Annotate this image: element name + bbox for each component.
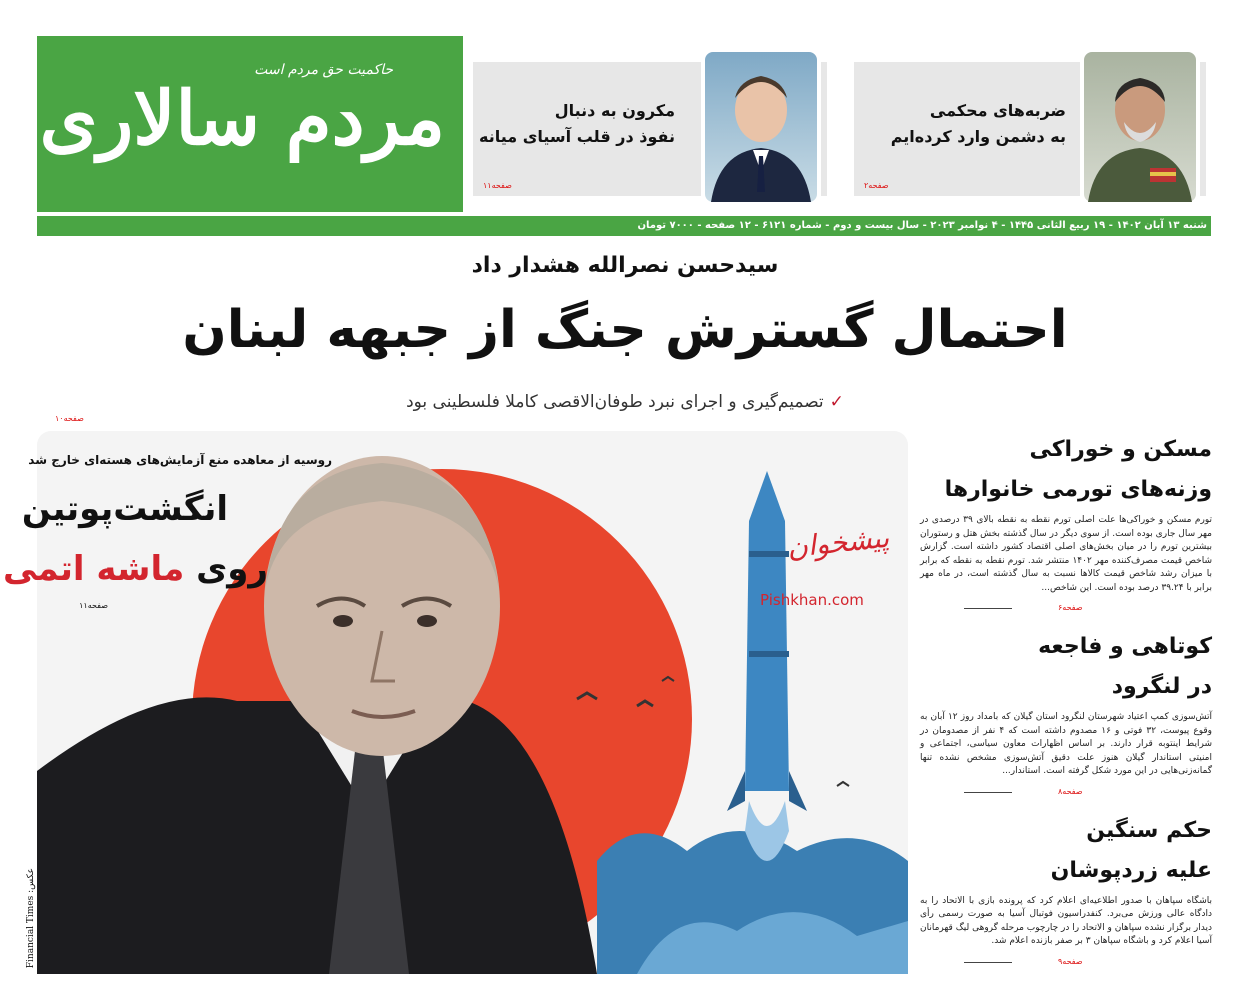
teaser-headline <box>891 98 1066 150</box>
teaser-line: ضربه‌های محکمی <box>929 101 1066 120</box>
story-title: وزنه‌های تورمی خانوارها <box>944 477 1212 502</box>
teaser-line: مکرون به دنبال <box>554 101 675 120</box>
story-page-ref <box>920 957 1212 971</box>
hero-kicker: روسیه از معاهده منع آزمایش‌های هسته‌ای خارج شد <box>28 453 332 467</box>
photo-credit: عکس: Financial Times <box>26 868 36 969</box>
lead-kicker: سیدحسن نصرالله هشدار داد <box>471 253 779 278</box>
sidebar-story[interactable] <box>920 430 1212 617</box>
teaser-photo <box>1080 48 1200 206</box>
teaser-line: به دشمن وارد کرده‌ایم <box>890 127 1066 146</box>
watermark-logo: پیشخوان <box>785 520 891 565</box>
hero-title-highlight: ماشه اتمی <box>2 549 185 589</box>
story-page-number: صفحه۸ <box>1058 786 1083 796</box>
story-title: علیه زردپوشان <box>1050 857 1212 883</box>
sidebar-column <box>920 430 1212 981</box>
hero-title[interactable] <box>3 549 268 589</box>
hero-title-part: روی <box>196 549 268 589</box>
story-title: کوتاهی و فاجعه <box>1038 634 1212 659</box>
story-page-ref <box>920 787 1212 801</box>
watermark-url: Pishkhan.com <box>760 591 864 609</box>
hero-page-ref: صفحه۱۱ <box>79 601 108 610</box>
teaser-macron[interactable] <box>473 62 827 196</box>
sidebar-story[interactable] <box>920 811 1212 971</box>
teaser-page-ref: صفحه۲ <box>864 181 889 190</box>
person-photo-icon <box>705 52 817 202</box>
teaser-line: نفوذ در قلب آسیای میانه <box>479 127 675 146</box>
lead-subhead-text: تصمیم‌گیری و اجرای نبرد طوفان‌الاقصی کاملا فلسطینی بود <box>406 392 824 412</box>
lead-subhead <box>0 392 1250 412</box>
story-title: در لنگرود <box>1111 674 1212 699</box>
teaser-page-ref: صفحه۱۱ <box>483 181 512 190</box>
person-photo-icon <box>1084 52 1196 202</box>
story-body: آتش‌سوزی کمپ اعتیاد شهرستان لنگرود استان گیلان که بامداد روز ۱۲ آبان به وقوع پیوست، ۳۲ فوتی و ۱۶ مصدوم داشته است که ۴ نفر از مصدومان در شرایط اینتوبه قرار دارند. بر اساس اظهارات معاون سیاسی، اجتماعی و امنیتی استاندار گیلان هنوز علت دقیق آتش‌سوزی مشخص نشده تنها گمانه‌زنی‌هایی در این مورد شکل گرفته است. استاندار... <box>920 712 1213 776</box>
story-body: تورم مسکن و خوراکی‌ها علت اصلی تورم نقطه به نقطه بالای ۳۹ درصدی در مهر سال جاری بوده است. از سوی دیگر در سال گذشته بخش هتل و رستوران بیشترین تورم را در میان بخش‌های اصلی اقتصاد کشور داشته است. گزارش شاخص قیمت مصرف‌کننده مهر ۱۴۰۲ منتشر شد. تورم نقطه به نقطه که برابر با میزان رشد شاخص قیمت کالاها نسبت به سال گذشته است، در ماه مهر برابر با ۳۹.۲۴ درصد بوده است. این شاخص... <box>920 515 1213 593</box>
teaser-commander[interactable] <box>854 62 1206 196</box>
story-page-number: صفحه۹ <box>1058 956 1083 966</box>
bird-shape <box>837 782 849 786</box>
sidebar-story[interactable] <box>920 627 1212 801</box>
story-title: حکم سنگین <box>1086 817 1212 843</box>
lead-headline[interactable]: احتمال گسترش جنگ از جبهه لبنان <box>182 300 1068 360</box>
hero-title[interactable]: انگشت‌پوتین <box>21 489 228 529</box>
dateline-bar: شنبه ۱۳ آبان ۱۴۰۲ - ۱۹ ربیع الثانی ۱۴۴۵ - ۴ نوامبر ۲۰۲۳ - سال بیست و دوم - شماره ۶۱۲۱ - ۱۲ صفحه - ۷۰۰۰ تومان <box>37 216 1211 236</box>
story-page-ref <box>920 603 1212 617</box>
masthead <box>37 36 463 212</box>
check-icon: ✓ <box>829 392 844 412</box>
newspaper-logo[interactable]: مردم سالاری <box>39 76 445 162</box>
teaser-photo <box>701 48 821 206</box>
story-body: باشگاه سپاهان با صدور اطلاعیه‌ای اعلام کرد که پرونده بازی با الاتحاد را به دادگاه عالی ورزش می‌برد. کنفدراسیون فوتبال آسیا به صورت رسمی رأی دیدار برگزار نشده سپاهان و الاتحاد را در چارچوب مرحله گروهی لیگ قهرمانان آسیا اعلام کرد و باشگاه سپاهان ۳ بر صفر بازنده اعلام شد. <box>920 895 1212 946</box>
teaser-headline <box>479 98 675 150</box>
story-title: مسکن و خوراکی <box>1029 437 1212 462</box>
masthead-slogan: حاکمیت حق مردم است <box>254 62 393 78</box>
story-page-number: صفحه۶ <box>1058 603 1083 612</box>
lead-page-ref: صفحه۱۰ <box>55 414 84 423</box>
